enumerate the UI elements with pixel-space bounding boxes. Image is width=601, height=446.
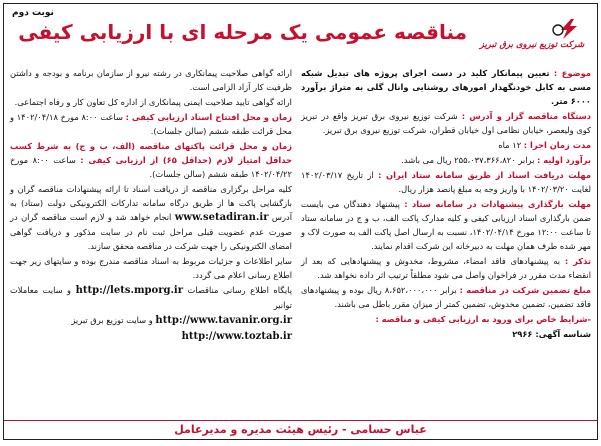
docs-text: از تاریخ ۱۴۰۲/۰۳/۱۷ لغایت ۱۴۰۲/۰۳/۲۰ با واریز وجه به مبلغ پانصد هزار ریال.	[301, 170, 591, 194]
duration-text: ۱۲ ماه	[498, 140, 522, 150]
envelopes-label: زمان و محل قرائت پاکتهای مناقصه (الف، ب و ج) به شرط کسب حداقل امتیاز لازم (حداقل ۶۵) از ارزیابی کیفی :	[10, 141, 293, 165]
opening-text: ساعت ۸:۰۰ مورخ ۱۴۰۲/۰۴/۱۸ و محل قرائت طبقه ششم (سالن جلسات).	[10, 112, 292, 136]
mporg-suffix: و سایت معاملات توانیر	[10, 285, 292, 310]
estimate-paragraph	[301, 153, 591, 167]
employer-text: شرکت توزیع نیروی برق تبریز واقع در تبریز کوی ولیعصر، خیابان نظامی اول خیابان قطران، شرکت توزیع نیروی برق تبریز.	[301, 111, 591, 135]
logo-text: شرکت توزیع نیروی برق تبریز	[479, 40, 585, 50]
envelopes-text: ساعت ۸:۰۰ مورخ ۱۴۰۲/۰۴/۲۲ طبقه ششم (سالن جلسات).	[10, 155, 292, 179]
conditions-label: -شرایط خاص برای ورود به ارزیابی کیفی و مناقصه :	[375, 314, 591, 324]
header	[4, 4, 597, 64]
duration-paragraph	[301, 138, 591, 152]
submit-paragraph	[301, 197, 591, 253]
company-logo	[473, 18, 591, 62]
left-p2: ارائه گواهی تایید صلاحیت ایمنی پیمانکاری از اداره کل تعاون کار و رفاه اجتماعی.	[14, 97, 292, 107]
submit-text: پیشنهاد دهندگان می بایست ضمن بارگذاری اسناد ارزیابی کیفی و کلیه مدارک پاکت الف، ب و ج در سامانه ستاد تا ساعت ۱۲:۰۰ مورخ ۱۴۰۲/۰۴/۱۴، نسبت به ارسال اصل پاکت الف به صورت لاک و مهر شده طرف همان مهلت به دبیرخانه این شرکت اقدام نمایند.	[301, 199, 591, 251]
lightning-icon	[551, 18, 585, 40]
submit-label: مهلت بارگذاری پیشنهادات در سامانه ستاد :	[404, 199, 591, 209]
estimate-label: برآورد اولیه :	[537, 155, 591, 165]
conditions-paragraph	[301, 312, 591, 326]
tavanir-link[interactable]: http://www.tavanir.org.ir	[155, 315, 292, 326]
left-p4: سایر اطلاعات و جزئیات مربوط به اسناد مناقصه مندرج بوده و سایتهای زیر جهت اطلاع رسانی اعلام می گردد.	[10, 256, 292, 280]
employer-label: دستگاه مناقصه گزار و آدرس :	[461, 111, 591, 121]
note-label: تذکر :	[564, 256, 591, 266]
docs-label: مهلت دریافت اسناد از طریق سامانه ستاد ایران :	[378, 170, 591, 180]
subject-paragraph	[301, 66, 591, 108]
left-column	[10, 66, 292, 345]
note-paragraph	[301, 254, 591, 282]
subject-text: تعیین پیمانکار کلید در دست اجرای پروژه های تبدیل شبکه مسی به کابل خودنگهدار امورهای روشنایی وانال گلی به متراژ برآورد ۶۰۰۰ متر.	[301, 68, 591, 106]
guarantee-label: مبلغ تضمین شرکت در مناقصه :	[459, 285, 592, 295]
opening-label: زمان و محل افتتاح اسناد ارزیابی کیفی :	[125, 112, 293, 122]
guarantee-text: برابر ۸،۶۵۲،۰۰۰،۰۰۰ ریال بوده و پیشنهادهای فاقد تضمین، تضمین مخدوش، تضمین کمتر از میزان مقرر باطل می باشند.	[301, 285, 591, 309]
setad-paragraph	[10, 182, 292, 253]
mporg-paragraph	[10, 283, 292, 312]
guarantee-paragraph	[301, 283, 591, 311]
ad-id-paragraph	[301, 327, 591, 341]
left-p1: ارائه گواهی صلاحیت پیمانکاری در رشته نیرو از سازمان برنامه و بودجه و داشتن ظرفیت کار آزاد الزامی است.	[10, 68, 292, 92]
employer-paragraph	[301, 109, 591, 137]
mporg-link[interactable]: http://lets.mporg.ir	[75, 285, 184, 296]
tender-notice	[3, 3, 598, 440]
subject-label: موضوع :	[553, 68, 592, 78]
setad-text-2: انجام خواهد شد و لازم است مناقصه گران در صورت عدم عضویت قبلی مراحل ثبت نام در سایت مذکور و دریافت گواهی امضای الکترونیکی را جهت شرکت در مناقصه محقق سازند.	[10, 212, 292, 251]
tavanir-suffix: و سایت توزیع برق تبریز	[71, 315, 153, 325]
toztab-link[interactable]: http://www.toztab.ir	[181, 331, 292, 342]
mporg-prefix: پایگاه اطلاع رسانی مناقصات	[187, 285, 293, 295]
toztab-paragraph	[10, 329, 292, 344]
ad-id: شناسه آگهی: ۲۹۶۶	[512, 329, 591, 339]
setad-link[interactable]: www.setadiran.ir	[174, 212, 269, 223]
note-text: به پیشنهادهای فاقد امضاء، مشروط، مخدوش و پیشنهادهایی که بعد از انقضاء مدت مقرر در فراخوان واصل می شود مطلقاً ترتیب اثر داده نخواهد شد.	[301, 256, 591, 280]
page-title: مناقصه عمومی یک مرحله ای با ارزیابی کیفی	[18, 20, 467, 44]
duration-label: مدت زمان اجرا :	[523, 140, 591, 150]
estimate-text: برابر ۲۵۵،۰۳۷،۳۶۶،۸۲۰ ریال می باشد.	[401, 155, 535, 165]
setad-text: کلیه مراحل برگزاری مناقصه از دریافت اسناد تا ارائه پیشنهادات مناقصه گران و بازگشایی پاکت ها از طریق درگاه سامانه تدارکات الکترونیکی دولت (ستاد) به آدرس	[10, 184, 292, 222]
signature: عباس حسامی - رئیس هیئت مدیره و مدیرعامل	[4, 420, 597, 439]
docs-paragraph	[301, 168, 591, 196]
round-label: نوبت دوم	[12, 8, 54, 18]
opening-paragraph	[10, 110, 292, 138]
envelopes-paragraph	[10, 139, 292, 181]
right-column	[301, 66, 591, 342]
tavanir-paragraph	[10, 313, 292, 328]
